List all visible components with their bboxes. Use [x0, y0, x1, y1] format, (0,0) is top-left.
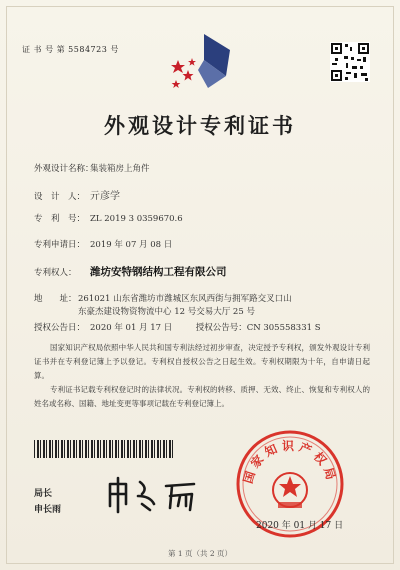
seal-text: 国家知识产权局 [240, 439, 340, 486]
legal-status-paragraph: 专利证书记载专利权登记时的法律状况。专利权的转移、质押、无效、终止、恢复和专利权人的姓名或名称、国籍、地址变更等事项记载在专利登记簿上。 [34, 385, 370, 408]
signer-name: 申长雨 [34, 505, 62, 515]
designer-label: 设 计 人： [34, 192, 86, 202]
grant-statement-paragraph: 国家知识产权局依照中华人民共和国专利法经过初步审查，决定授予专利权，颁发外观设计专利证书并在专利登记簿上予以登记。专利权自授权公告之日起生效。专利权期限为十年，自申请日起算。 [34, 343, 370, 380]
publication-number-value: CN 305558331 S [246, 323, 321, 333]
handwritten-signature-icon [102, 474, 212, 514]
cnipa-emblem-icon [168, 30, 238, 92]
address-line-1: 261021 山东省潍坊市潍城区东风西街与拥军路交叉口山 [78, 294, 292, 304]
design-name-label: 外观设计名称： [34, 164, 94, 174]
certificate-number: 证 书 号 第 5584723 号 [22, 45, 119, 54]
owner-row [34, 264, 227, 279]
patent-number-row [34, 212, 183, 224]
certificate-title: 外观设计专利证书 [104, 113, 296, 138]
designer-row [34, 187, 120, 202]
publication-number-label: 授权公告号： [195, 323, 247, 333]
patent-number-label: 专 利 号： [34, 214, 86, 224]
page-footer: 第 1 页（共 2 页） [167, 549, 233, 558]
grant-date-row [34, 321, 321, 333]
owner-label: 专利权人： [34, 268, 77, 278]
barcode-icon [34, 440, 174, 458]
design-name-row [34, 162, 150, 174]
signer-role: 局长 [34, 489, 53, 499]
owner-value: 潍坊安特钢结构工程有限公司 [90, 266, 227, 278]
filing-date-row [34, 238, 172, 250]
filing-date-label: 专利申请日： [34, 240, 86, 250]
grant-date-label: 授权公告日： [34, 323, 86, 333]
issue-date: 2020 年 01 月 17 日 [256, 521, 344, 531]
qr-code-icon [330, 42, 370, 82]
patent-number-value: ZL 2019 3 0359670.6 [90, 214, 183, 224]
design-name-value: 集装箱房上角件 [90, 164, 150, 174]
address-line-2: 东豪杰建设物资物流中心 12 号交易大厅 25 号 [78, 307, 255, 317]
grant-date-value: 2020 年 01 月 17 日 [90, 323, 173, 333]
designer-value: 亓彦学 [90, 191, 120, 202]
address-label: 地 址： [34, 294, 77, 304]
filing-date-value: 2019 年 07 月 08 日 [90, 240, 173, 250]
